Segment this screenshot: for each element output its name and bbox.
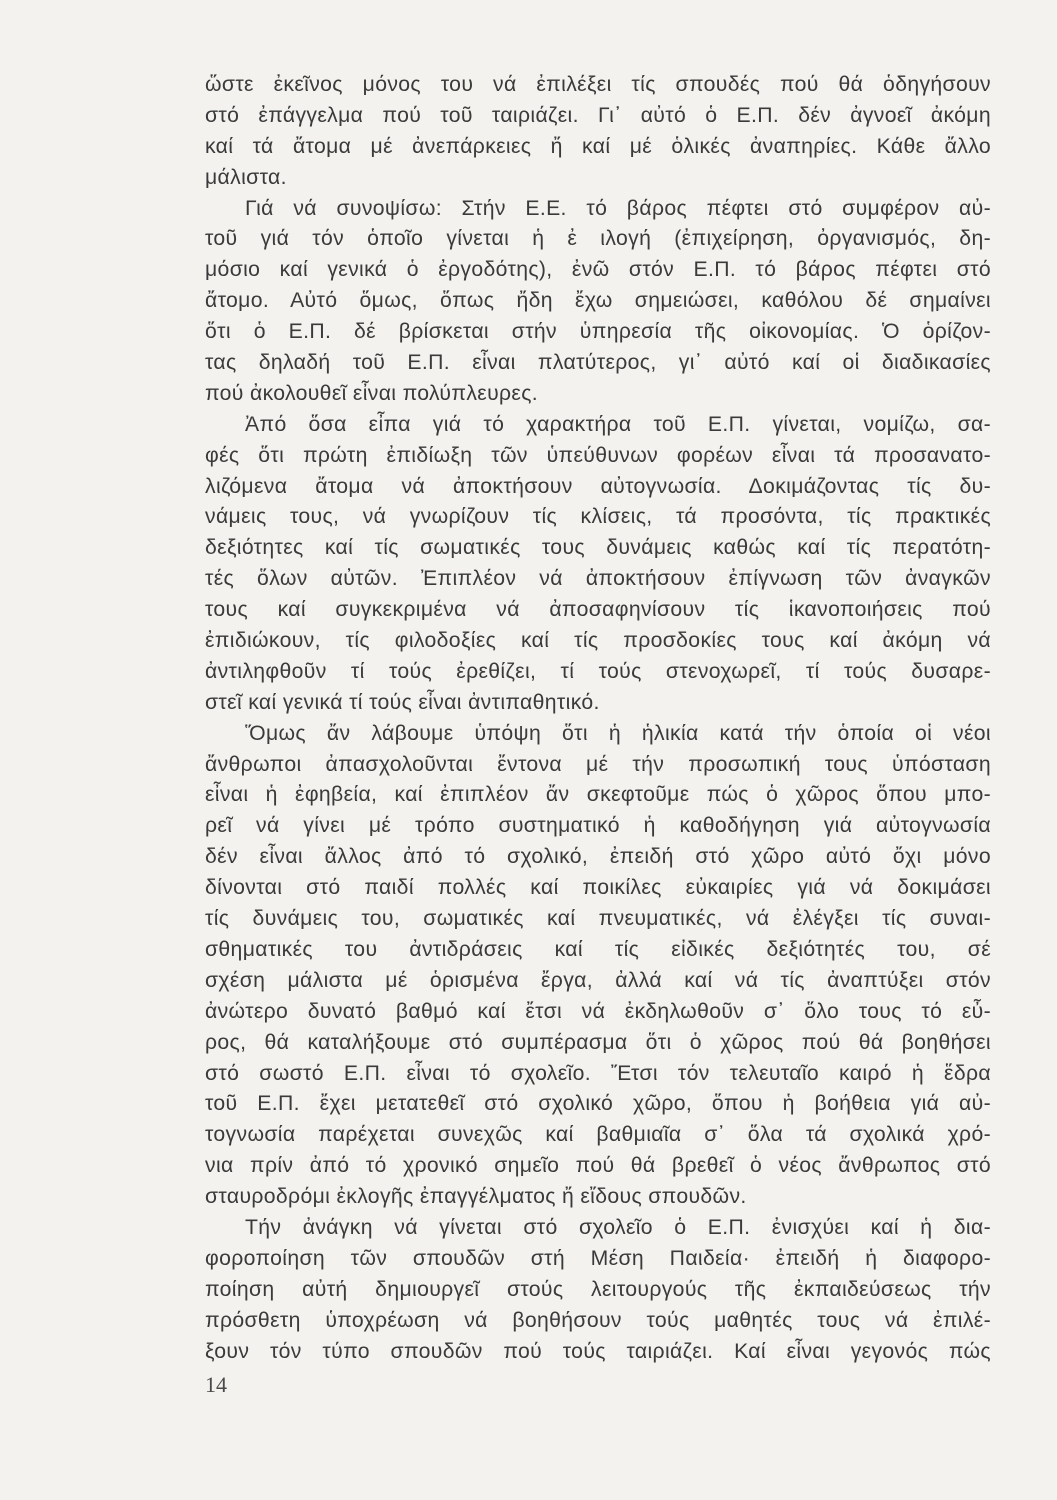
text-line: ἀνώτερο δυνατό βαθμό καί ἔτσι νά ἐκδηλωθοῦν σ᾽ ὅλο τους τό εὖ- — [205, 999, 991, 1023]
text-line: ποίηση αὐτή δημιουργεῖ στούς λειτουργούς τῆς ἐκπαιδεύσεως τήν — [205, 1277, 991, 1301]
text-line: ὅτι ὁ Ε.Π. δέ βρίσκεται στήν ὑπηρεσία τῆς οἰκονομίας. Ὁ ὁρίζον- — [205, 320, 991, 344]
text-line: Ὅμως ἄν λάβουμε ὑπόψη ὅτι ἡ ἡλικία κατά τήν ὁποία οἱ νέοι — [245, 721, 991, 745]
text-line: μόσιο καί γενικά ὁ ἐργοδότης), ἐνῶ στόν Ε.Π. τό βάρος πέφτει στό — [205, 258, 991, 282]
text-line: πρόσθετη ὑποχρέωση νά βοηθήσουν τούς μαθητές τους νά ἐπιλέ- — [205, 1308, 991, 1332]
text-line: δίνονται στό παιδί πολλές καί ποικίλες εὐκαιρίες γιά νά δοκιμάσει — [205, 876, 991, 900]
text-line: φοροποίηση τῶν σπουδῶν στή Μέση Παιδεία· ἐπειδή ἡ διαφορο- — [205, 1246, 991, 1270]
text-line: νια πρίν ἀπό τό χρονικό σημεῖο πού θά βρεθεῖ ὁ νέος ἄνθρωπος στό — [205, 1154, 991, 1178]
text-line: ρος, θά καταλήξουμε στό συμπέρασμα ὅτι ὁ χῶρος πού θά βοηθήσει — [205, 1030, 991, 1054]
text-line: ὥστε ἐκεῖνος μόνος του νά ἐπιλέξει τίς σπουδές πού θά ὁδηγήσουν — [205, 73, 991, 96]
text-line: τοῦ Ε.Π. ἔχει μετατεθεῖ στό σχολικό χῶρο, ὅπου ἡ βοήθεια γιά αὐ- — [205, 1092, 991, 1116]
text-line: δεξιότητες καί τίς σωματικές τους δυνάμεις καθώς καί τίς περατότη- — [205, 536, 991, 560]
body-text — [205, 70, 991, 1367]
text-line: σταυροδρόμι ἐκλογῆς ἐπαγγέλματος ἤ εἴδους σπουδῶν. — [205, 1185, 747, 1209]
text-line: τους καί συγκεκριμένα νά ἀποσαφηνίσουν τίς ἱκανοποιήσεις πού — [205, 598, 991, 622]
text-line: Γιά νά συνοψίσω: Στήν Ε.Ε. τό βάρος πέφτει στό συμφέρον αὐ- — [245, 196, 991, 220]
text-line: τας δηλαδή τοῦ Ε.Π. εἶναι πλατύτερος, γι᾽ αὐτό καί οἱ διαδικασίες — [205, 351, 991, 375]
text-line: εἶναι ἡ ἐφηβεία, καί ἐπιπλέον ἄν σκεφτοῦμε πώς ὁ χῶρος ὅπου μπο- — [205, 783, 991, 807]
text-line: τογνωσία παρέχεται συνεχῶς καί βαθμιαῖα σ᾽ ὅλα τά σχολικά χρό- — [205, 1123, 991, 1147]
text-line: ἐπιδιώκουν, τίς φιλοδοξίες καί τίς προσδοκίες τους καί ἀκόμη νά — [205, 629, 991, 653]
text-line: νάμεις τους, νά γνωρίζουν τίς κλίσεις, τά προσόντα, τίς πρακτικές — [205, 505, 991, 529]
text-line: λιζόμενα ἄτομα νά ἀποκτήσουν αὐτογνωσία. Δοκιμάζοντας τίς δυ- — [205, 474, 991, 498]
text-line: τοῦ γιά τόν ὁποῖο γίνεται ἡ ἐ ιλογή (ἐπιχείρηση, ὀργανισμός, δη- — [205, 227, 991, 251]
text-line: πού ἀκολουθεῖ εἶναι πολύπλευρες. — [205, 381, 539, 405]
text-line: ἄτομο. Αὐτό ὅμως, ὅπως ἤδη ἔχω σημειώσει, καθόλου δέ σημαίνει — [205, 289, 991, 313]
text-line: Ἀπό ὅσα εἶπα γιά τό χαρακτήρα τοῦ Ε.Π. γίνεται, νομίζω, σα- — [245, 412, 991, 436]
text-line: τές ὅλων αὐτῶν. Ἐπιπλέον νά ἀποκτήσουν ἐπίγνωση τῶν ἀναγκῶν — [205, 567, 991, 591]
text-line: φές ὅτι πρώτη ἐπιδίωξη τῶν ὑπεύθυνων φορέων εἶναι τά προσανατο- — [205, 443, 991, 467]
text-line: στό ἐπάγγελμα πού τοῦ ταιριάζει. Γι᾽ αὐτό ὁ Ε.Π. δέν ἀγνοεῖ ἀκόμη — [205, 103, 991, 127]
text-line: ρεῖ νά γίνει μέ τρόπο συστηματικό ἡ καθοδήγηση γιά αὐτογνωσία — [205, 814, 991, 838]
text-line: τίς δυνάμεις του, σωματικές καί πνευματικές, νά ἐλέγξει τίς συναι- — [205, 907, 991, 931]
text-line: στεῖ καί γενικά τί τούς εἶναι ἀντιπαθητικό. — [205, 690, 600, 714]
text-line: ξουν τόν τύπο σπουδῶν πού τούς ταιριάζει. Καί εἶναι γεγονός πώς — [205, 1339, 991, 1363]
page-number: 14 — [205, 1372, 227, 1397]
text-line: σθηματικές του ἀντιδράσεις καί τίς εἰδικές δεξιότητές του, σέ — [205, 937, 991, 961]
text-line: στό σωστό Ε.Π. εἶναι τό σχολεῖο. Ἔτσι τόν τελευταῖο καιρό ἡ ἕδρα — [205, 1061, 991, 1085]
text-line: ἀντιληφθοῦν τί τούς ἐρεθίζει, τί τούς στενοχωρεῖ, τί τούς δυσαρε- — [205, 659, 991, 683]
text-line: ἄνθρωποι ἀπασχολοῦνται ἔντονα μέ τήν προσωπική τους ὑπόσταση — [205, 752, 991, 776]
text-line: καί τά ἄτομα μέ ἀνεπάρκειες ἤ καί μέ ὁλικές ἀναπηρίες. Κάθε ἄλλο — [205, 134, 991, 158]
text-line: σχέση μάλιστα μέ ὁρισμένα ἔργα, ἀλλά καί νά τίς ἀναπτύξει στόν — [205, 968, 991, 992]
text-line: δέν εἶναι ἄλλος ἀπό τό σχολικό, ἐπειδή στό χῶρο αὐτό ὄχι μόνο — [205, 845, 991, 869]
text-line: Τήν ἀνάγκη νά γίνεται στό σχολεῖο ὁ Ε.Π. ἐνισχύει καί ἡ δια- — [245, 1215, 991, 1239]
text-line: μάλιστα. — [205, 165, 287, 189]
